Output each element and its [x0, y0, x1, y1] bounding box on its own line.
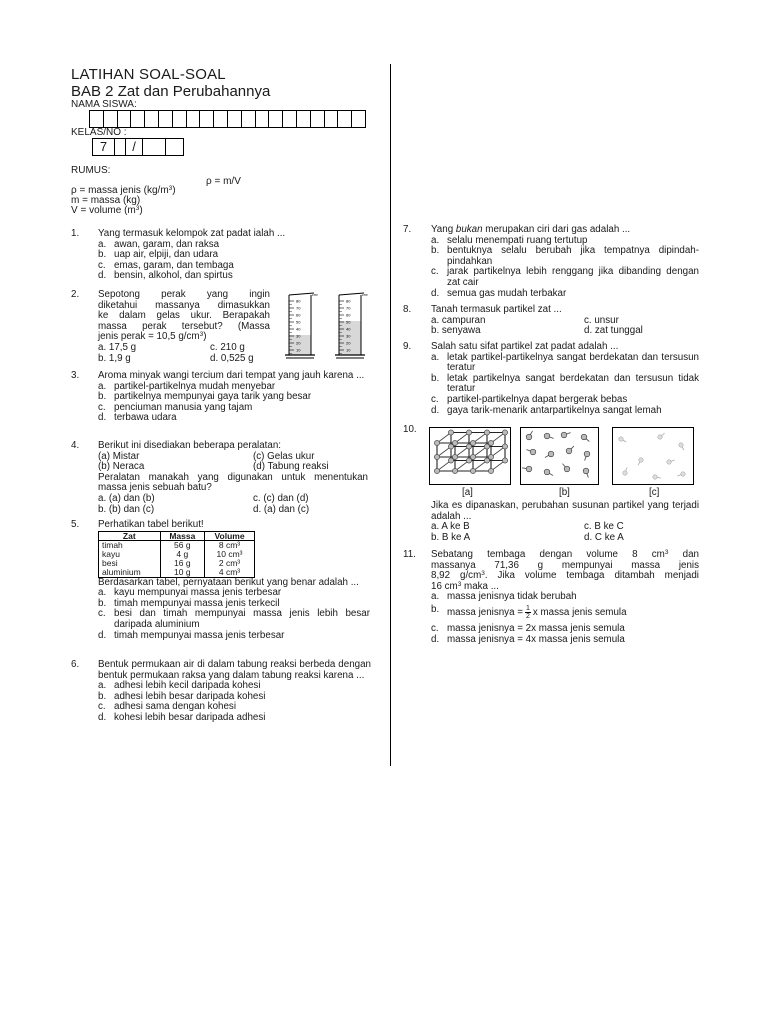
name-box[interactable]	[159, 110, 173, 128]
question-10-body	[431, 501, 699, 543]
question-number: 9.	[403, 341, 412, 352]
liquid-particles-diagram	[521, 428, 599, 485]
option-b[interactable]: b. adhesi lebih besar daripada kohesi	[98, 690, 266, 702]
question-stem: Perhatikan tabel berikut!	[98, 519, 204, 530]
table-header: Massa	[160, 531, 204, 541]
name-box[interactable]	[269, 110, 283, 128]
question-stem: Berikut ini disediakan beberapa peralatan:	[98, 440, 281, 451]
question-stem-line: massa perak tersebut? (Massa	[98, 320, 270, 332]
name-box[interactable]	[104, 110, 118, 128]
name-box[interactable]	[256, 110, 270, 128]
svg-text:20: 20	[296, 340, 301, 346]
name-box[interactable]	[283, 110, 297, 128]
class-box[interactable]	[115, 138, 126, 156]
formula-definitions	[71, 186, 176, 216]
option-d[interactable]: d. (a) dan (c)	[253, 503, 310, 515]
option-d[interactable]: d. zat tunggal	[584, 325, 643, 337]
question-stem-line: 16 $cm^3$ maka ...	[431, 580, 499, 592]
class-box[interactable]	[166, 138, 184, 156]
question-stem: Yang termasuk kelompok zat padat ialah ...	[98, 228, 286, 239]
measuring-cylinder-after	[335, 293, 369, 358]
option-c[interactable]: c. partikel-partikelnya dapat bergerak bebas	[431, 393, 628, 405]
formula-def-mass: m = massa (kg)	[71, 195, 141, 206]
svg-text:60: 60	[346, 312, 351, 318]
option-a[interactable]: a. partikel-partikelnya mudah menyebar	[98, 380, 276, 392]
name-box[interactable]	[297, 110, 311, 128]
question-stem-2: Peralatan manakah yang digunakan untuk menentukan massa jenis sebuah batu?	[98, 471, 368, 494]
option-b[interactable]: b. 1,9 g	[98, 352, 131, 364]
table-header: Volume	[205, 531, 255, 541]
emphasis-word: bukan	[455, 224, 483, 235]
svg-text:50: 50	[346, 319, 351, 325]
option-b[interactable]: b. B ke A	[431, 531, 471, 543]
svg-text:70: 70	[346, 305, 351, 311]
figure-label-b: [b]	[559, 487, 570, 498]
tool-d: (d) Tabung reaksi	[253, 461, 329, 473]
option-c[interactable]: c. massa jenisnya = 2x massa jenis semula	[431, 622, 625, 634]
measuring-cylinder-before	[285, 293, 319, 358]
name-box[interactable]	[131, 110, 145, 128]
option-b[interactable]: b. massa jenisnya = $\frac{1}{2}$ x massa jenis semula	[431, 603, 627, 620]
option-b[interactable]: b. bentuknya selalu berubah jika tempatnya dipindah-pindahkan	[431, 245, 699, 267]
option-b[interactable]: b. timah mempunyai massa jenis terkecil	[98, 597, 280, 609]
name-box[interactable]	[90, 110, 104, 128]
class-label: KELAS/NO :	[71, 127, 127, 138]
option-b[interactable]: b. partikelnya mempunyai gaya tarik yang besar	[98, 391, 312, 403]
name-box[interactable]	[200, 110, 214, 128]
svg-text:50: 50	[296, 319, 301, 325]
option-d[interactable]: d. semua gas mudah terbakar	[431, 287, 567, 299]
question-stem: Salah satu sifat partikel zat padat adalah ...	[431, 341, 619, 352]
svg-text:70: 70	[296, 305, 301, 311]
question-number: 8.	[403, 304, 412, 315]
option-d[interactable]: d. C ke A	[584, 531, 624, 543]
figure-label-c: [c]	[649, 487, 660, 498]
svg-text:30: 30	[346, 333, 351, 339]
svg-text:80: 80	[296, 298, 301, 304]
question-number: 10.	[403, 424, 417, 435]
gas-particles-diagram	[613, 428, 694, 485]
table-row: kayu 4 g 10 cm³	[99, 550, 255, 559]
name-box[interactable]	[352, 110, 366, 128]
option-a[interactable]: a. awan, garam, dan raksa	[98, 238, 220, 250]
class-separator-box: /	[126, 138, 143, 156]
table-row: timah 56 g 8 cm³	[99, 541, 255, 550]
option-d[interactable]: d. kohesi lebih besar daripada adhesi	[98, 711, 266, 723]
name-box[interactable]	[173, 110, 187, 128]
question-stem-line: Sepotong perak yang ingin	[98, 289, 270, 300]
option-c[interactable]: c. 210 g	[210, 341, 245, 353]
question-stem: Bentuk permukaan air di dalam tabung reaksi berbeda dengan bentuk permukaan raksa yang dalam tabung reaksi karena ...	[98, 659, 371, 681]
name-box[interactable]	[187, 110, 201, 128]
option-c[interactable]: c. emas, garam, dan tembaga	[98, 259, 234, 271]
worksheet-title: LATIHAN SOAL-SOAL	[71, 66, 226, 83]
svg-text:cm³: cm³	[312, 293, 318, 297]
question-number: 7.	[403, 224, 412, 235]
name-box[interactable]	[145, 110, 159, 128]
question-stem-2: Berdasarkan tabel, pernyataan berikut yang benar adalah ...	[98, 576, 359, 588]
option-d[interactable]: d. terbawa udara	[98, 412, 177, 424]
option-c[interactable]: c. jarak partikelnya lebih renggang jika dibanding dengan zat cair	[431, 266, 699, 288]
option-a[interactable]: a. letak partikel-partikelnya sangat berdekatan dan tersusun teratur	[431, 351, 699, 374]
table-header: Zat	[99, 531, 161, 541]
option-a[interactable]: a. (a) dan (b)	[98, 492, 155, 504]
option-d[interactable]: d. bensin, alkohol, dan spirtus	[98, 270, 233, 282]
option-a[interactable]: a. massa jenisnya tidak berubah	[431, 591, 577, 603]
tool-c: (c) Gelas ukur	[253, 450, 315, 462]
question-stem-line: jenis perak = 10,5 $g/cm^3$)	[98, 331, 207, 343]
svg-text:10: 10	[296, 347, 301, 353]
option-d[interactable]: d. massa jenisnya = 4x massa jenis semula	[431, 633, 625, 645]
formula-main: ρ = m/V	[206, 176, 241, 187]
option-d[interactable]: d. gaya tarik-menarik antarpartikelnya sangat lemah	[431, 404, 662, 416]
class-box[interactable]	[143, 138, 166, 156]
table-row: besi 16 g 2 cm³	[99, 559, 255, 568]
option-a[interactable]: a. A ke B	[431, 521, 470, 533]
question-number: 3.	[71, 370, 80, 381]
question-stem: Yang bukan merupakan ciri dari gas adalah ...	[431, 224, 631, 235]
data-table	[98, 531, 255, 578]
option-c[interactable]: c. besi dan timah mempunyai massa jenis lebih besar daripada aluminium	[98, 608, 370, 630]
question-number: 2.	[71, 289, 80, 300]
name-boxes	[89, 110, 366, 128]
question-stem: Aroma minyak wangi tercium dari tempat yang jauh karena ...	[98, 370, 365, 381]
question-stem-line: Sebatang tembaga dengan volume 8 $cm^3$ dan	[431, 549, 699, 560]
svg-text:40: 40	[346, 326, 351, 332]
option-c[interactable]: c. unsur	[584, 314, 619, 326]
measuring-cylinders-figure	[283, 291, 373, 363]
column-divider	[390, 64, 391, 766]
name-box[interactable]	[118, 110, 132, 128]
name-box[interactable]	[311, 110, 325, 128]
formula-heading: RUMUS:	[71, 165, 111, 176]
name-box[interactable]	[242, 110, 256, 128]
svg-text:30: 30	[296, 333, 301, 339]
option-a[interactable]: a. adhesi lebih kecil daripada kohesi	[98, 680, 261, 692]
name-box[interactable]	[325, 110, 339, 128]
question-stem: Jika es dipanaskan, perubahan susunan partikel yang terjadi adalah ...	[431, 500, 699, 522]
option-d[interactable]: d. timah mempunyai massa jenis terbesar	[98, 629, 285, 641]
svg-text:40: 40	[296, 326, 301, 332]
question-number: 1.	[71, 228, 80, 239]
chapter-title: BAB 2 Zat dan Perubahannya	[71, 83, 271, 100]
question-stem-line: massanya 71,36 g mempunyai massa jenis	[431, 559, 699, 571]
name-box[interactable]	[228, 110, 242, 128]
question-number: 5.	[71, 519, 80, 530]
option-b[interactable]: b. senyawa	[431, 325, 481, 337]
question-stem-line: ke dalam gelas ukur. Berapakah	[98, 310, 270, 322]
option-a[interactable]: a. campuran	[431, 314, 486, 326]
name-box[interactable]	[214, 110, 228, 128]
svg-text:60: 60	[296, 312, 301, 318]
option-a[interactable]: a. selalu menempati ruang tertutup	[431, 234, 588, 246]
option-c[interactable]: c. adhesi sama dengan kohesi	[98, 701, 237, 713]
option-b[interactable]: b. letak partikelnya sangat berdekatan dan tersusun tidak teratur	[431, 372, 699, 395]
svg-text:80: 80	[346, 298, 351, 304]
class-boxes	[92, 138, 184, 156]
svg-text:cm³: cm³	[362, 293, 368, 297]
option-a[interactable]: a. 17,5 g	[98, 341, 137, 353]
option-d[interactable]: d. 0,525 g	[210, 352, 254, 364]
table-row: aluminium 10 g 4 cm³	[99, 568, 255, 577]
formula-def-density: ρ = massa jenis $(kg/m^3)$	[71, 185, 176, 196]
question-stem-line: 8,92 $g/cm^3$. Jika volume tembaga ditambah menjadi	[431, 570, 699, 582]
svg-text:20: 20	[346, 340, 351, 346]
fraction: $\frac{1}{2}$	[525, 604, 530, 620]
tool-b: (b) Neraca	[98, 461, 145, 473]
svg-text:10: 10	[346, 347, 351, 353]
question-number: 6.	[71, 659, 80, 670]
tool-a: (a) Mistar	[98, 450, 140, 462]
option-a[interactable]: a. kayu mempunyai massa jenis terbesar	[98, 587, 282, 599]
option-b[interactable]: b. uap air, elpiji, dan udara	[98, 249, 219, 261]
option-c[interactable]: c. penciuman manusia yang tajam	[98, 401, 253, 413]
solid-lattice-diagram	[430, 428, 511, 485]
question-stem: Tanah termasuk partikel zat ...	[431, 304, 562, 315]
option-b[interactable]: b. (b) dan (c)	[98, 503, 155, 515]
figure-label-a: [a]	[462, 487, 473, 498]
question-number: 11.	[403, 549, 416, 560]
formula-def-volume: V = volume $(m^3)$	[71, 205, 143, 216]
question-stem-line: diketahui massanya dimasukkan	[98, 299, 270, 311]
option-c[interactable]: c. (c) dan (d)	[253, 492, 309, 504]
name-label: NAMA SISWA:	[71, 99, 137, 110]
question-number: 4.	[71, 440, 80, 451]
option-c[interactable]: c. B ke C	[584, 521, 624, 533]
class-grade-box[interactable]: 7	[93, 138, 115, 156]
name-box[interactable]	[338, 110, 352, 128]
